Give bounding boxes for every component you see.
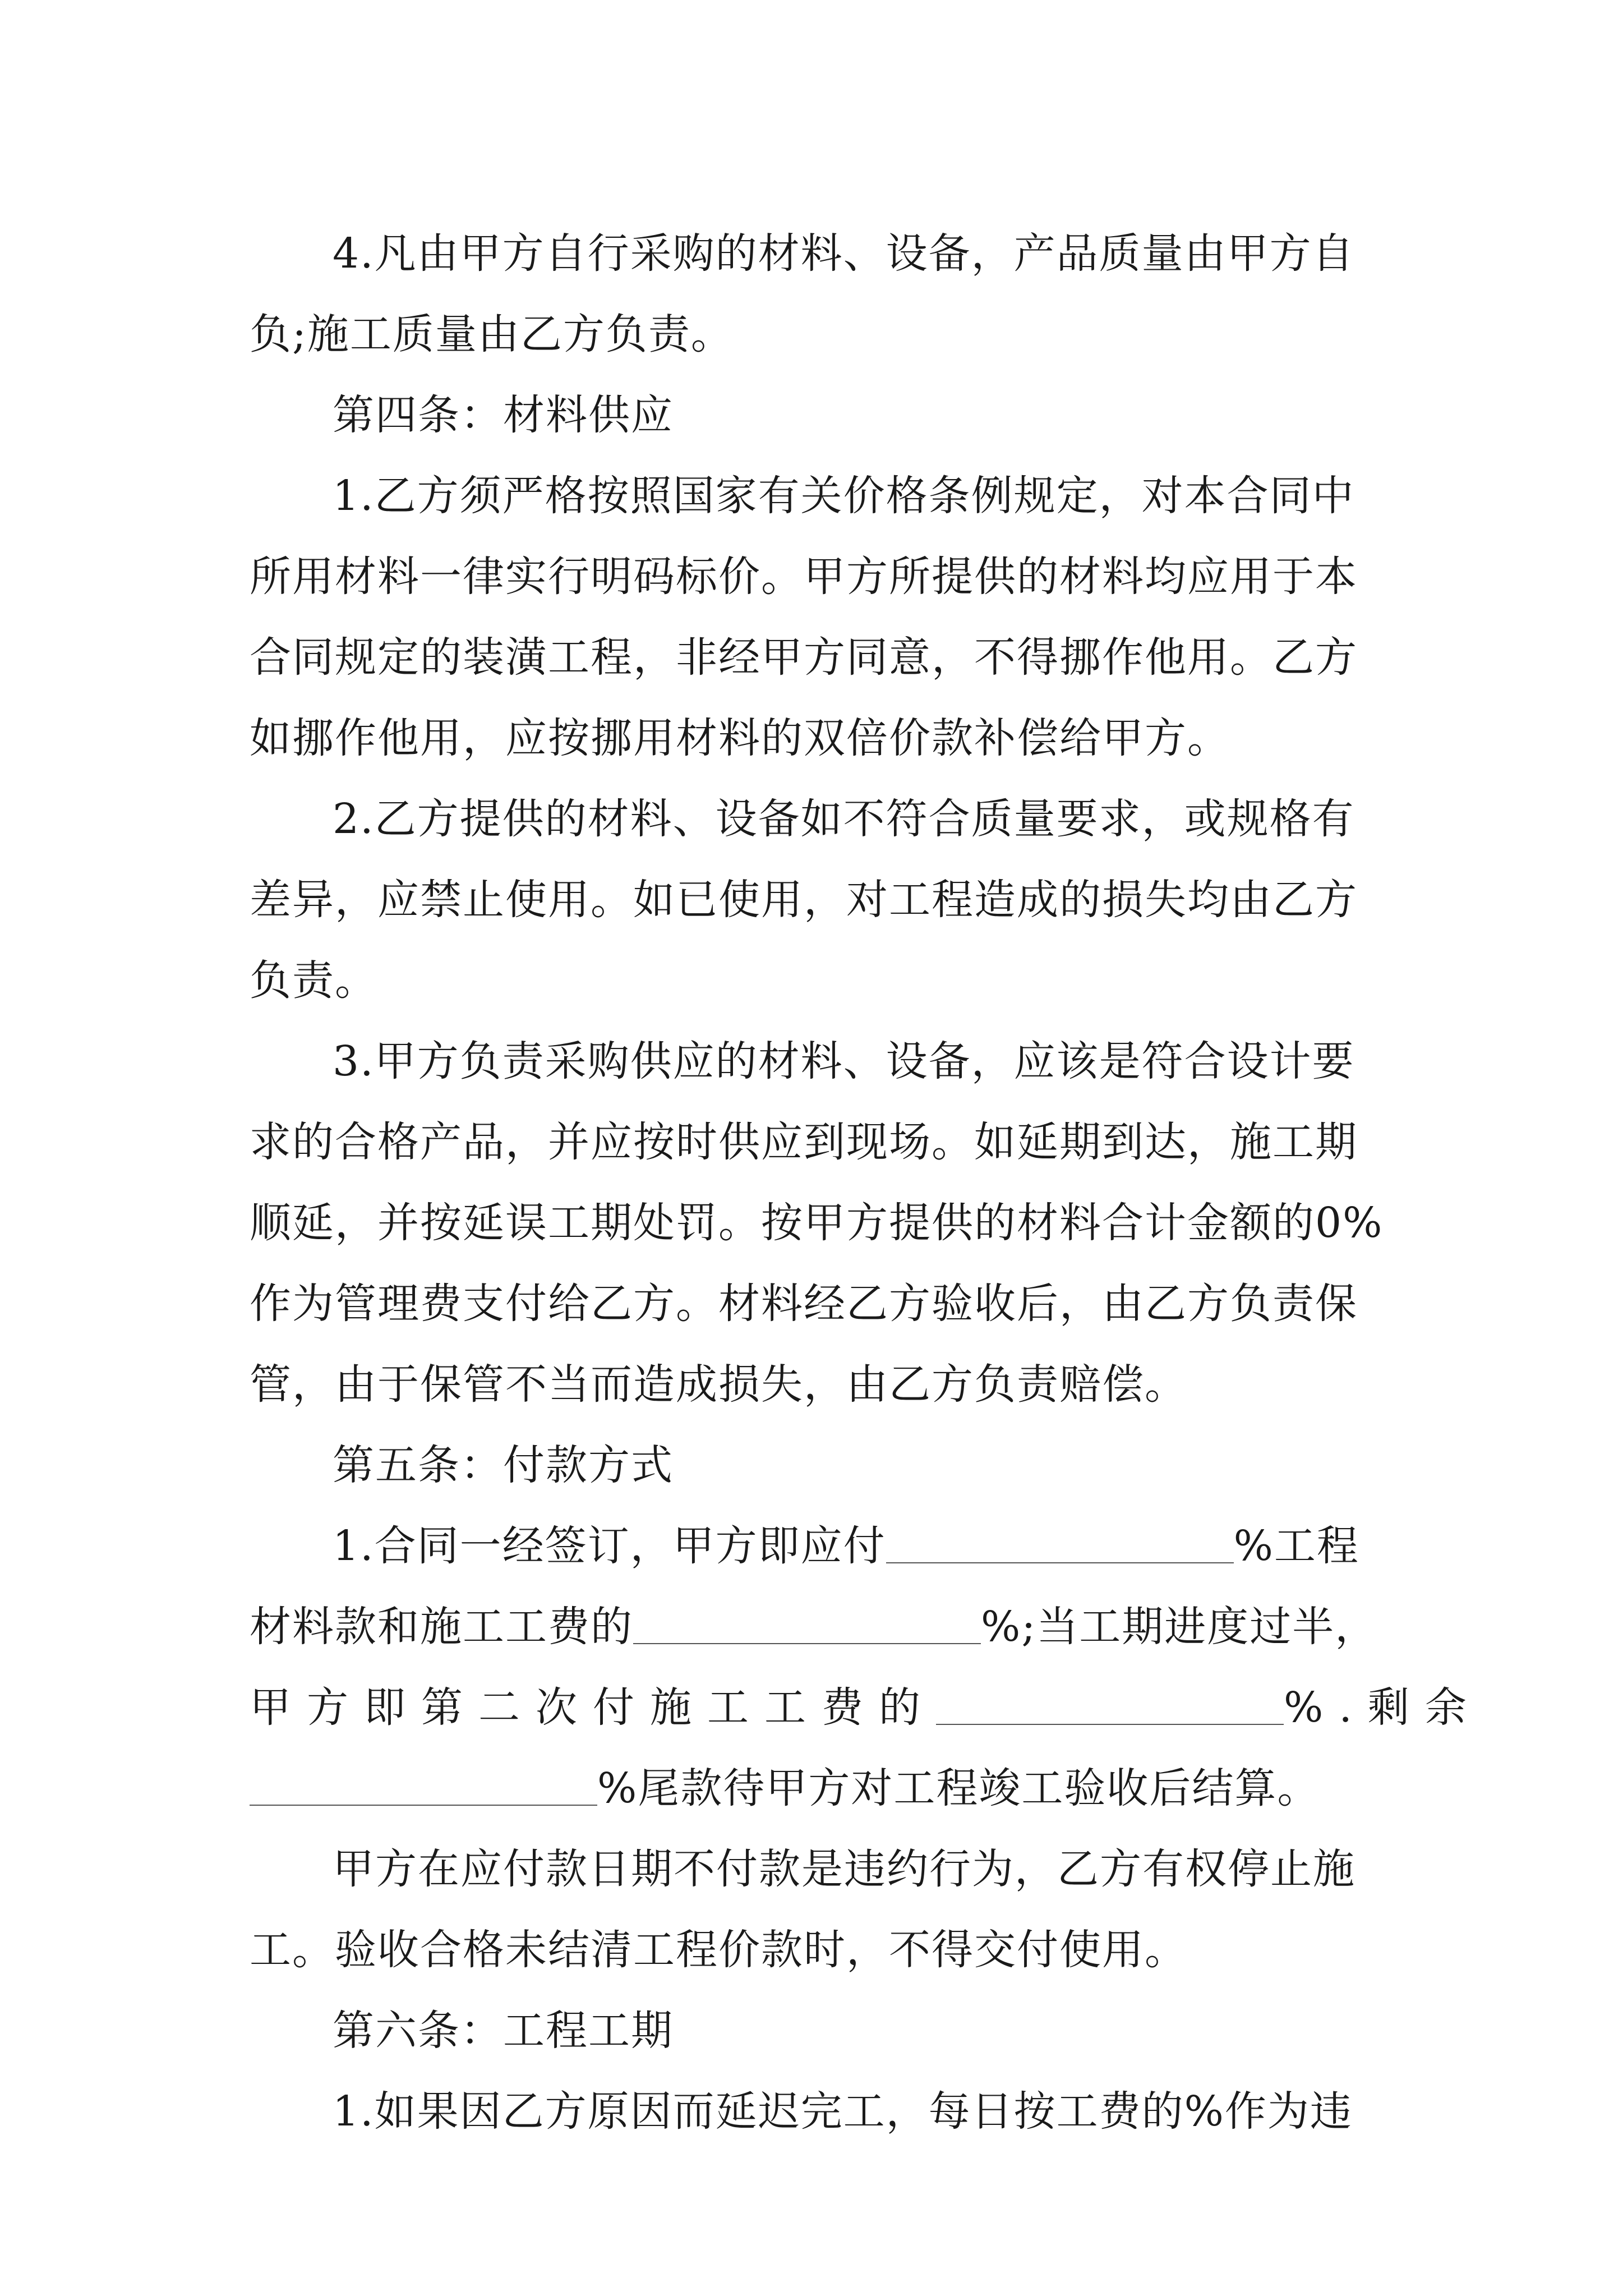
paragraph-line: 4.凡由甲方自行采购的材料、设备，产品质量由甲方自 xyxy=(333,229,1355,278)
fill-blank[interactable] xyxy=(936,1685,1284,1725)
section-heading: 第四条：材料供应 xyxy=(333,391,674,439)
contract-page xyxy=(250,213,1482,2152)
payment-line xyxy=(250,1748,1371,1829)
paragraph-line: 负责。 xyxy=(250,956,377,1005)
paragraph-line: 合同规定的装潢工程，非经甲方同意，不得挪作他用。乙方 xyxy=(250,633,1358,682)
payment-line xyxy=(250,1506,1371,1586)
paragraph-line: 顺延，并按延误工期处罚。按甲方提供的材料合计金额的0% xyxy=(250,1199,1384,1247)
paragraph-line: 3.甲方负责采购供应的材料、设备，应该是符合设计要 xyxy=(333,1037,1355,1085)
fill-blank[interactable] xyxy=(633,1604,981,1644)
paragraph-line: 管，由于保管不当而造成损失，由乙方负责赔偿。 xyxy=(250,1360,1187,1409)
paragraph-line: 求的合格产品，并应按时供应到现场。如延期到达，施工期 xyxy=(250,1118,1358,1166)
paragraph-line: 2.乙方提供的材料、设备如不符合质量要求，或规格有 xyxy=(333,795,1355,843)
payment-text: %;当工期进度过半， xyxy=(981,1603,1378,1651)
payment-text: %工程 xyxy=(1233,1522,1359,1570)
payment-text: %尾款待甲方对工程竣工验收后结算。 xyxy=(597,1764,1320,1812)
payment-text: 材料款和施工工费的 xyxy=(250,1603,633,1651)
section-heading: 第五条：付款方式 xyxy=(333,1441,674,1489)
payment-text: 1.合同一经签订，甲方即应付 xyxy=(333,1522,886,1570)
fill-blank[interactable] xyxy=(886,1523,1234,1563)
paragraph-line: 如挪作他用，应按挪用材料的双倍价款补偿给甲方。 xyxy=(250,714,1230,762)
payment-line xyxy=(250,1586,1378,1667)
paragraph-line: 1.如果因乙方原因而延迟完工，每日按工费的%作为违 xyxy=(333,2087,1353,2136)
payment-text: 甲方即第二次付施工工费的 xyxy=(250,1683,936,1732)
paragraph-line: 负;施工质量由乙方负责。 xyxy=(250,310,734,358)
fill-blank[interactable] xyxy=(250,1765,597,1806)
paragraph-line: 所用材料一律实行明码标价。甲方所提供的材料均应用于本 xyxy=(250,553,1358,601)
paragraph-line: 工。验收合格未结清工程价款时，不得交付使用。 xyxy=(250,1926,1187,1974)
payment-line xyxy=(250,1667,1482,1748)
paragraph-line: 1.乙方须严格按照国家有关价格条例规定，对本合同中 xyxy=(333,472,1355,520)
paragraph-line: 作为管理费支付给乙方。材料经乙方验收后，由乙方负责保 xyxy=(250,1280,1358,1328)
section-heading: 第六条：工程工期 xyxy=(333,2007,674,2055)
paragraph-line: 差异，应禁止使用。如已使用，对工程造成的损失均由乙方 xyxy=(250,876,1358,924)
payment-text: %.剩余 xyxy=(1284,1683,1482,1732)
paragraph-line: 甲方在应付款日期不付款是违约行为，乙方有权停止施 xyxy=(333,1845,1355,1893)
